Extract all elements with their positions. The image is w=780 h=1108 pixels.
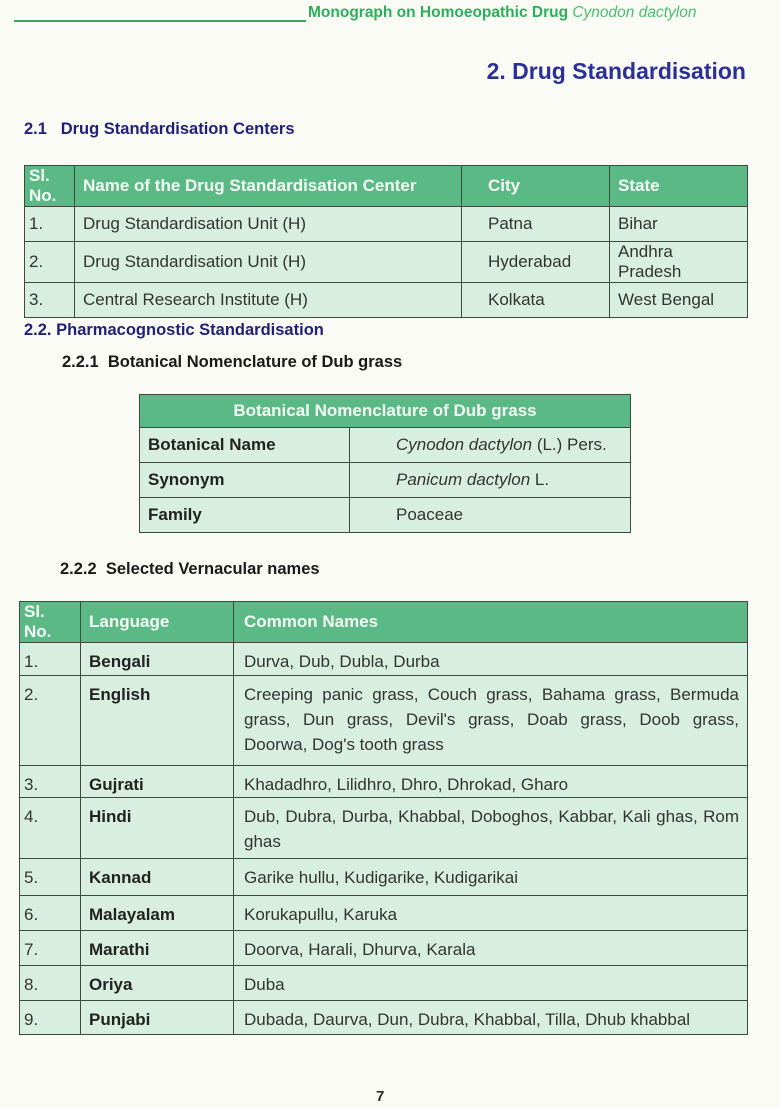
table-cell: Creeping panic grass, Couch grass, Bahama grass, Bermuda grass, Dun grass, Devil's grass, Doab grass, Doob grass, Doorwa, Dog's tooth grass <box>234 676 748 766</box>
table-cell <box>350 428 631 463</box>
table-cell: Central Research Institute (H) <box>75 283 462 318</box>
section-number: 2.2.2 <box>60 560 97 578</box>
table-cell <box>350 498 631 533</box>
table-cell: 9. <box>20 1001 81 1035</box>
table-cell: Malayalam <box>81 896 234 931</box>
vernacular-names-table <box>19 601 748 1035</box>
column-header: Sl. No. <box>25 166 75 207</box>
table-cell: Hindi <box>81 798 234 859</box>
table-cell <box>350 463 631 498</box>
table-cell: Botanical Name <box>140 428 350 463</box>
table-cell: Drug Standardisation Unit (H) <box>75 242 462 283</box>
table-row <box>20 931 748 966</box>
section-number: 2.2.1 <box>62 353 99 371</box>
column-header: Name of the Drug Standardisation Center <box>75 166 462 207</box>
table-cell: 6. <box>20 896 81 931</box>
table-cell: Synonym <box>140 463 350 498</box>
table-cell: Patna <box>462 207 610 242</box>
value: Poaceae <box>396 505 464 524</box>
table-cell: Family <box>140 498 350 533</box>
table-cell: Hyderabad <box>462 242 610 283</box>
table-title: Botanical Nomenclature of Dub grass <box>140 395 631 428</box>
table-cell: Dubada, Daurva, Dun, Dubra, Khabbal, Tilla, Dhub khabbal <box>234 1001 748 1035</box>
table-cell: Marathi <box>81 931 234 966</box>
header-rule <box>14 20 306 22</box>
page-number: 7 <box>376 1088 385 1105</box>
table-cell: English <box>81 676 234 766</box>
table-row <box>25 207 748 242</box>
section-2-1-heading <box>24 120 295 139</box>
botanical-nomenclature-table <box>139 394 631 533</box>
table-row <box>25 242 748 283</box>
table-row <box>20 676 748 766</box>
italic-value: Panicum dactylon <box>396 470 531 489</box>
table-row <box>25 283 748 318</box>
table-cell: Drug Standardisation Unit (H) <box>75 207 462 242</box>
table-row <box>140 428 631 463</box>
running-header <box>308 4 696 22</box>
table-cell: Bengali <box>81 643 234 676</box>
table-row <box>20 643 748 676</box>
table-cell: Gujrati <box>81 766 234 798</box>
table-row <box>20 1001 748 1035</box>
chapter-title: 2. Drug Standardisation <box>486 58 746 84</box>
table-cell: Khadadhro, Lilidhro, Dhro, Dhrokad, Gharo <box>234 766 748 798</box>
table-header-row <box>25 166 748 207</box>
table-cell: 3. <box>25 283 75 318</box>
table-cell: 5. <box>20 859 81 896</box>
running-species: Cynodon dactylon <box>572 4 697 21</box>
table-cell: Garike hullu, Kudigarike, Kudigarikai <box>234 859 748 896</box>
table-cell: 1. <box>25 207 75 242</box>
table-cell: West Bengal <box>610 283 748 318</box>
section-2-2-heading <box>24 321 324 340</box>
table-cell: Dub, Dubra, Durba, Khabbal, Doboghos, Kabbar, Kali ghas, Rom ghas <box>234 798 748 859</box>
table-cell: 1. <box>20 643 81 676</box>
column-header: City <box>462 166 610 207</box>
table-cell: Kannad <box>81 859 234 896</box>
table-cell: 2. <box>20 676 81 766</box>
table-cell: Duba <box>234 966 748 1001</box>
table-cell: Oriya <box>81 966 234 1001</box>
table-cell: Korukapullu, Karuka <box>234 896 748 931</box>
table-cell: Doorva, Harali, Dhurva, Karala <box>234 931 748 966</box>
table-cell: Bihar <box>610 207 748 242</box>
section-title: Selected Vernacular names <box>105 560 320 578</box>
table-cell: 4. <box>20 798 81 859</box>
table-row <box>20 859 748 896</box>
section-title: Drug Standardisation Centers <box>60 120 295 138</box>
table-cell: 2. <box>25 242 75 283</box>
table-cell: Andhra Pradesh <box>610 242 748 283</box>
section-number: 2.2. <box>24 321 52 339</box>
value: (L.) Pers. <box>532 435 607 454</box>
section-2-2-1-heading <box>62 353 402 372</box>
section-title: Botanical Nomenclature of Dub grass <box>107 353 403 371</box>
section-number: 2.1 <box>24 120 47 138</box>
table-row <box>20 798 748 859</box>
table-row <box>20 966 748 1001</box>
column-header: State <box>610 166 748 207</box>
column-header: Language <box>81 602 234 643</box>
section-title: Pharmacognostic Standardisation <box>56 321 324 339</box>
table-cell: Punjabi <box>81 1001 234 1035</box>
table-cell: Kolkata <box>462 283 610 318</box>
table-cell: 3. <box>20 766 81 798</box>
italic-value: Cynodon dactylon <box>396 435 533 454</box>
table-cell: 7. <box>20 931 81 966</box>
table-row <box>140 498 631 533</box>
standardisation-centers-table <box>24 165 748 318</box>
table-cell: Durva, Dub, Dubla, Durba <box>234 643 748 676</box>
value: L. <box>530 470 550 489</box>
table-cell: 8. <box>20 966 81 1001</box>
table-row <box>20 896 748 931</box>
table-header-row <box>20 602 748 643</box>
section-2-2-2-heading <box>60 560 320 579</box>
table-row <box>140 463 631 498</box>
column-header: Sl. No. <box>20 602 81 643</box>
table-header-row <box>140 395 631 428</box>
running-title: Monograph on Homoeopathic Drug <box>308 4 569 21</box>
table-row <box>20 766 748 798</box>
column-header: Common Names <box>234 602 748 643</box>
